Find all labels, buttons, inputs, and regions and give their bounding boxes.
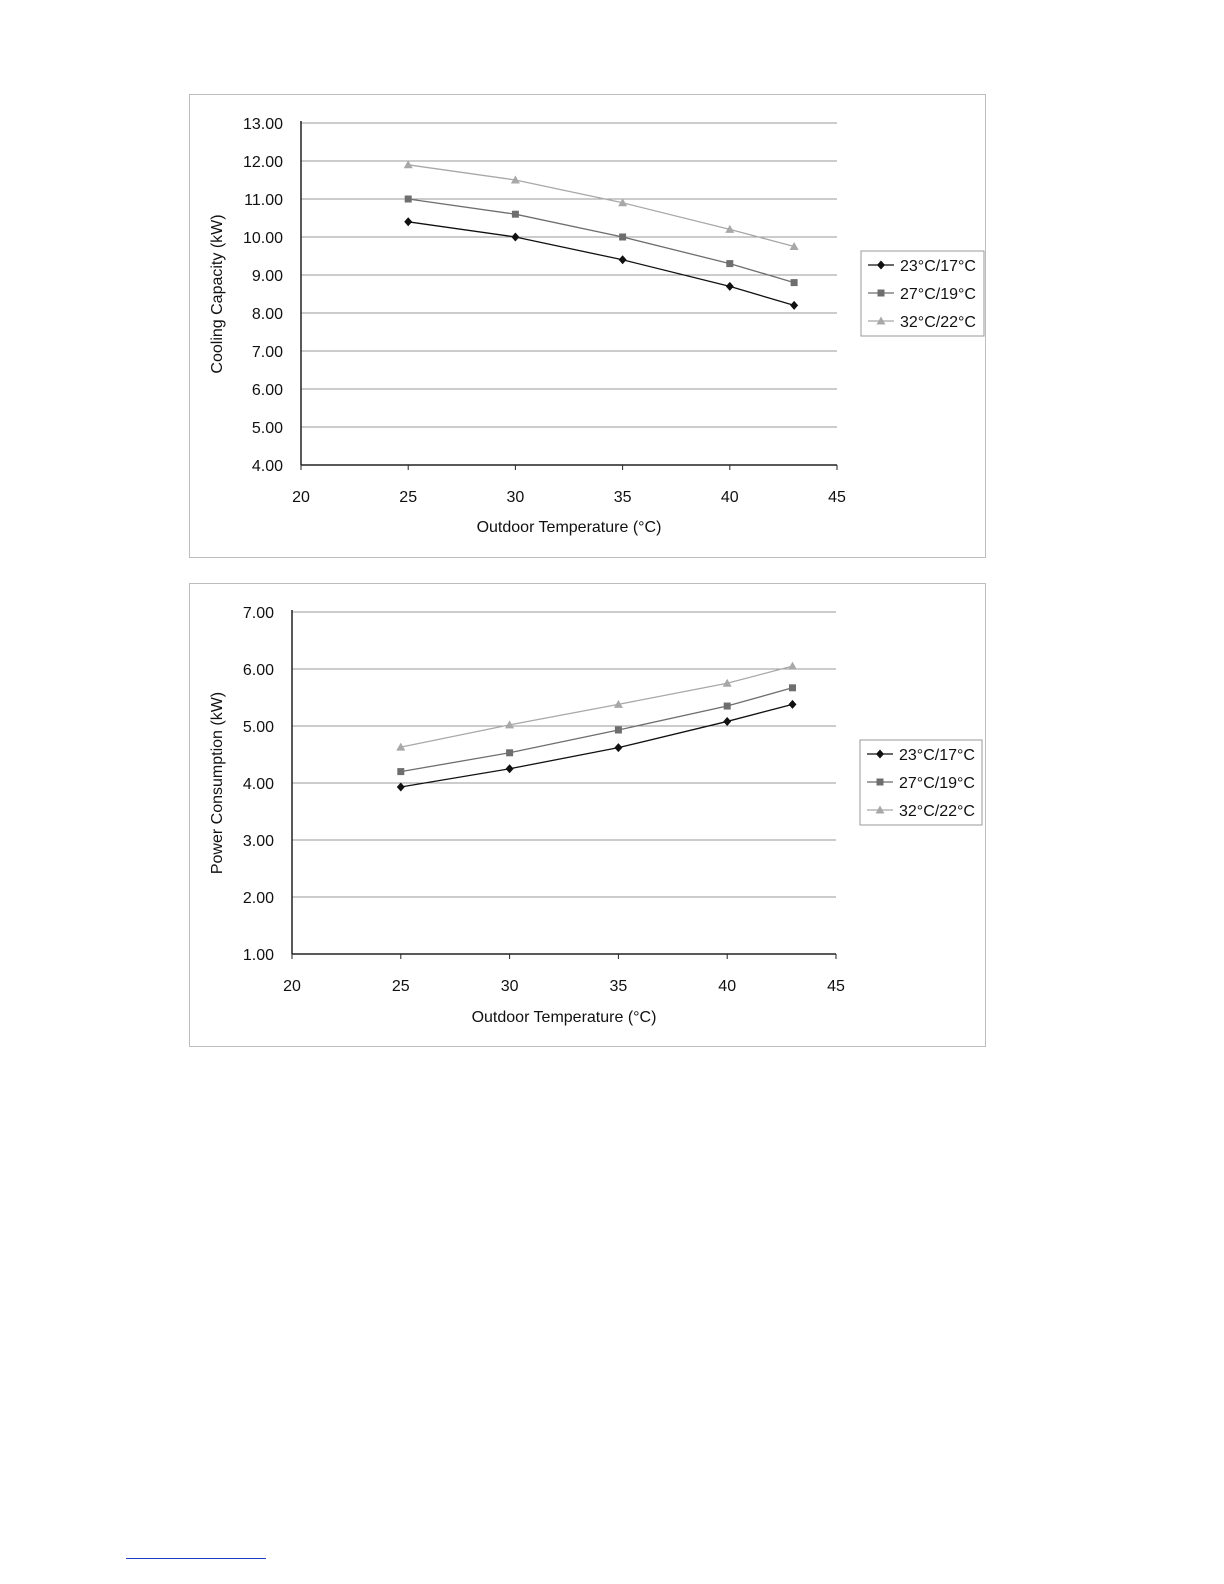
y-tick-label: 6.00 (251, 382, 283, 399)
y-tick-label: 13.00 (242, 116, 283, 133)
x-tick-label: 40 (720, 489, 739, 506)
y-tick-label: 7.00 (251, 344, 283, 361)
power-consumption-chart (189, 583, 986, 1047)
legend-marker (878, 290, 885, 297)
x-tick-label: 40 (718, 978, 737, 995)
data-point-series-1 (723, 717, 731, 726)
series-line-2 (401, 688, 793, 772)
data-point-series-1 (506, 764, 514, 773)
data-point-series-2 (506, 749, 513, 756)
x-tick-label: 35 (609, 978, 628, 995)
y-tick-label: 12.00 (242, 154, 283, 171)
data-point-series-3 (788, 662, 797, 670)
data-point-series-1 (397, 782, 405, 791)
power-consumption-plot (190, 584, 987, 1048)
data-point-series-2 (615, 726, 622, 733)
x-axis-title: Outdoor Temperature (°C) (471, 1009, 657, 1026)
data-point-series-2 (397, 768, 404, 775)
data-point-series-2 (619, 234, 626, 241)
data-point-series-2 (789, 684, 796, 691)
y-tick-label: 1.00 (242, 947, 274, 964)
y-tick-label: 2.00 (242, 890, 274, 907)
data-point-series-1 (726, 282, 734, 291)
data-point-series-1 (404, 217, 412, 226)
series-line-1 (401, 704, 793, 787)
data-point-series-1 (790, 301, 798, 310)
data-point-series-2 (405, 196, 412, 203)
x-tick-label: 20 (283, 978, 301, 995)
y-tick-label: 5.00 (251, 420, 283, 437)
legend-label: 27°C/19°C (899, 775, 975, 792)
y-axis-title: Cooling Capacity (kW) (209, 214, 226, 374)
y-axis-title: Power Consumption (kW) (209, 691, 226, 875)
series-line-1 (408, 222, 794, 306)
data-point-series-1 (614, 743, 622, 752)
data-point-series-1 (511, 233, 519, 242)
legend-label: 23°C/17°C (900, 258, 976, 275)
data-point-series-1 (788, 700, 796, 709)
x-tick-label: 25 (399, 489, 418, 506)
y-tick-label: 4.00 (242, 776, 274, 793)
x-tick-label: 20 (292, 489, 310, 506)
data-point-series-2 (512, 211, 519, 218)
y-tick-label: 4.00 (251, 458, 283, 475)
y-tick-label: 6.00 (242, 662, 274, 679)
x-tick-label: 45 (827, 978, 845, 995)
cooling-capacity-chart (189, 94, 986, 558)
data-point-series-2 (791, 279, 798, 286)
cooling-capacity-plot (190, 95, 987, 559)
series-line-3 (408, 165, 794, 247)
y-tick-label: 11.00 (244, 192, 283, 209)
y-tick-label: 5.00 (242, 719, 274, 736)
x-tick-label: 25 (391, 978, 410, 995)
y-tick-label: 10.00 (242, 230, 283, 247)
legend-label: 27°C/19°C (900, 286, 976, 303)
legend-marker (877, 779, 884, 786)
data-point-series-2 (724, 703, 731, 710)
y-tick-label: 7.00 (242, 605, 274, 622)
x-tick-label: 45 (828, 489, 846, 506)
footnote-rule (126, 1558, 266, 1559)
data-point-series-1 (619, 255, 627, 264)
x-tick-label: 30 (500, 978, 519, 995)
data-point-series-2 (726, 260, 733, 267)
y-tick-label: 8.00 (251, 306, 283, 323)
series-line-2 (408, 199, 794, 283)
legend-label: 32°C/22°C (899, 803, 975, 820)
x-axis-title: Outdoor Temperature (°C) (476, 519, 662, 536)
x-tick-label: 35 (613, 489, 632, 506)
legend-label: 23°C/17°C (899, 747, 975, 764)
y-tick-label: 9.00 (251, 268, 283, 285)
x-tick-label: 30 (506, 489, 525, 506)
legend-label: 32°C/22°C (900, 314, 976, 331)
y-tick-label: 3.00 (242, 833, 274, 850)
